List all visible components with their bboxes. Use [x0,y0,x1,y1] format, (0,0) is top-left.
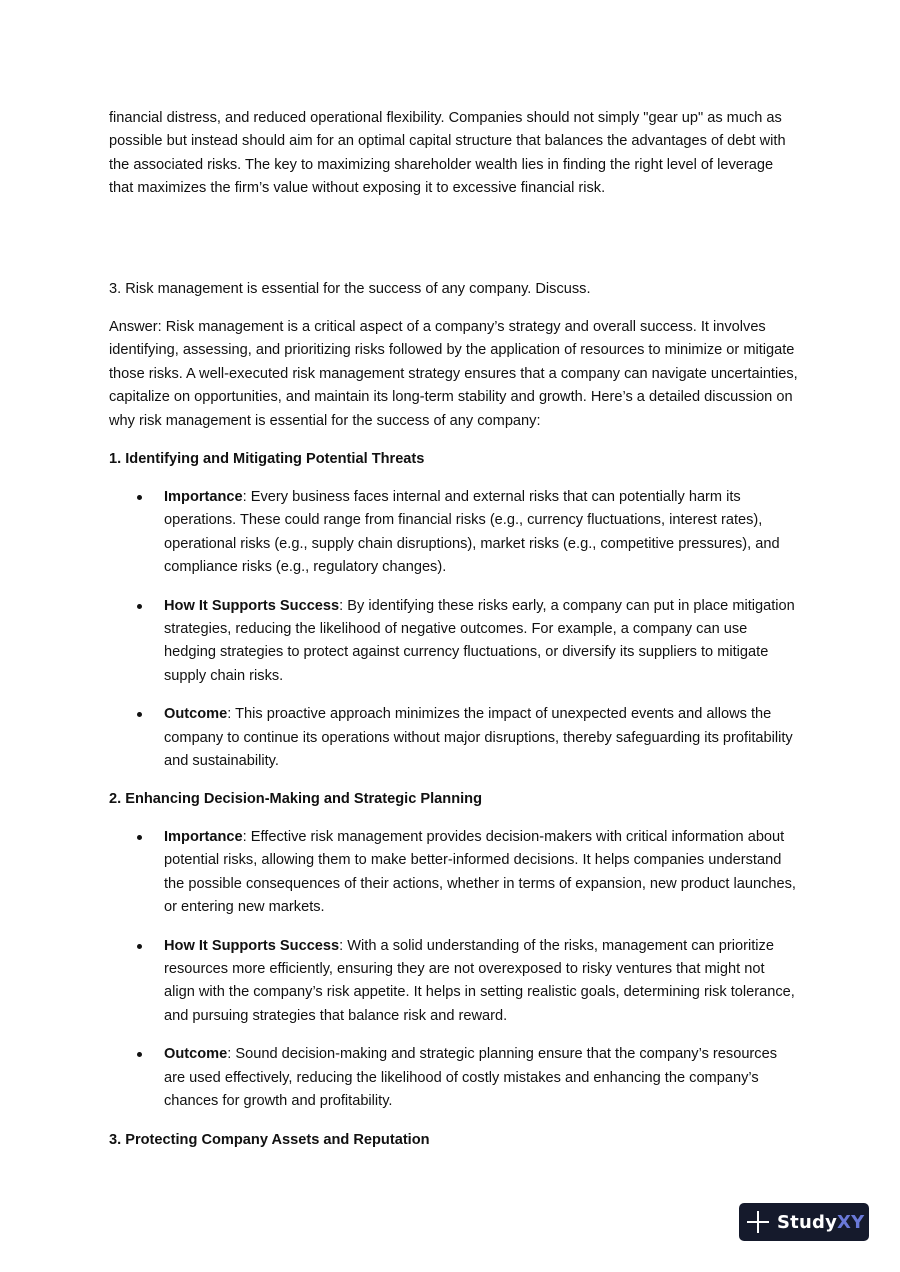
bullet-icon [137,495,142,500]
brand-name-xy: XY [837,1211,865,1233]
bullet-label: Outcome [164,706,228,723]
bullet-text: : With a solid understanding of the risks, management can prioritize resources more efficiently, ensuring they are not overexposed to risky ventures that might not align with the company’s risk appetite. It helps in setting realistic goals, determining risk tolerance, and pursuing strategies that balance risk and reward. [164,937,795,1024]
bullet-label: How It Supports Success [164,597,340,614]
bullet-label: Importance [164,829,243,845]
section-heading-2: 2. Enhancing Decision-Making and Strategic Planning [109,791,483,807]
bullet-text: : Sound decision-making and strategic planning ensure that the company’s resources are used effectively, reducing the likelihood of costly mistakes and enhancing the company’s chances for growth and profitability. [164,1046,778,1110]
list-item [109,935,799,1029]
bullet-icon [137,712,142,717]
bullet-icon [137,835,142,840]
bullet-label: How It Supports Success [164,937,340,954]
brand-name-study: Study [777,1211,838,1233]
list-item [109,595,799,689]
bullet-text: : This proactive approach minimizes the impact of unexpected events and allows the company to continue its operations without major disruptions, thereby safeguarding its profitability and sustainability. [164,706,793,770]
bullet-icon [137,944,142,949]
bullet-icon [137,1052,142,1057]
question-heading: 3. Risk management is essential for the success of any company. Discuss. [109,281,591,297]
bullet-label: Importance [164,489,243,505]
section-heading-1: 1. Identifying and Mitigating Potential Threats [109,451,425,467]
list-item [109,486,799,580]
bullet-icon [137,604,142,609]
bullet-list-1 [109,486,799,788]
list-item [109,703,799,773]
bullet-label: Outcome [164,1046,228,1063]
bullet-list-2 [109,826,799,1128]
bullet-text: : Effective risk management provides decision-makers with critical information about potential risks, allowing them to make better-informed decisions. It helps companies understand the possible consequences of their actions, whether in terms of expansion, new product launches, or entering new markets. [164,829,796,916]
bullet-text: : Every business faces internal and external risks that can potentially harm its operations. These could range from financial risks (e.g., currency fluctuations, interest rates), operational risks (e.g., supply chain disruptions), market risks (e.g., competitive pressures), and compliance risks (e.g., regulatory changes). [164,489,780,576]
list-item [109,1043,799,1113]
brand-wordmark [777,1212,864,1233]
bullet-text: : By identifying these risks early, a company can put in place mitigation strategies, reducing the likelihood of negative outcomes. For example, a company can use hedging strategies to protect against currency fluctuations, or diversify its suppliers to mitigate supply chain risks. [164,597,795,684]
intro-paragraph: financial distress, and reduced operational flexibility. Companies should not simply "gear up" as much as possible but instead should aim for an optimal capital structure that balances the advantages of debt with the associated risks. The key to maximizing shareholder wealth lies in finding the right level of leverage that maximizes the firm’s value without exposing it to excessive financial risk. [109,110,786,197]
plus-icon [747,1211,769,1233]
answer-paragraph: Answer: Risk management is a critical aspect of a company’s strategy and overall success. It involves identifying, assessing, and prioritizing risks followed by the application of resources to minimize or mitigate those risks. A well-executed risk management strategy ensures that a company can navigate uncertainties, capitalize on opportunities, and maintain its long-term stability and growth. Here’s a detailed discussion on why risk management is essential for the success of any company: [109,319,798,429]
list-item [109,826,799,920]
studyxy-logo[interactable] [739,1203,869,1241]
section-heading-3: 3. Protecting Company Assets and Reputation [109,1132,430,1148]
